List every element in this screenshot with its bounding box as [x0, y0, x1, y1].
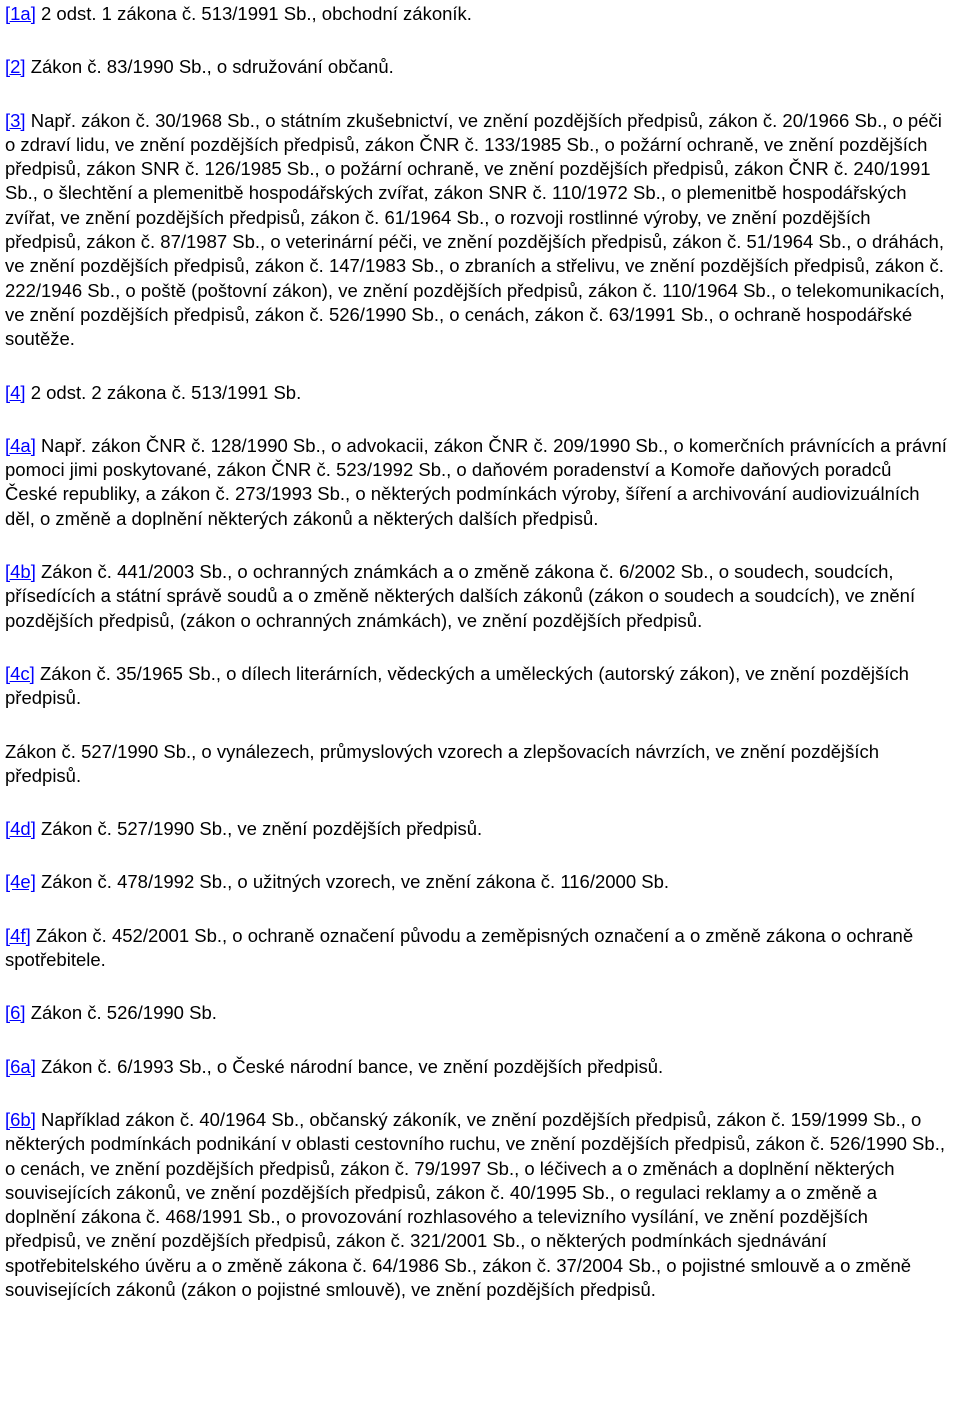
footnote-text: Zákon č. 527/1990 Sb., o vynálezech, průmyslových vzorech a zlepšovacích návrzích, ve znění pozdějších předpisů. — [5, 740, 880, 786]
footnote-ref-link[interactable]: [4b] — [5, 561, 36, 583]
footnote-text: Zákon č. 526/1990 Sb. — [30, 1002, 217, 1024]
footnote-ref-link[interactable]: [4f] — [5, 924, 31, 946]
footnote-6a — [5, 1055, 948, 1079]
footnote-4 — [5, 381, 948, 405]
footnote-ref-link[interactable]: [6] — [5, 1002, 26, 1024]
footnote-2 — [5, 55, 948, 79]
footnote-text: Zákon č. 6/1993 Sb., o České národní bance, ve znění pozdějších předpisů. — [41, 1055, 664, 1077]
footnote-ref-link[interactable]: [4c] — [5, 662, 35, 684]
footnote-text: Zákon č. 452/2001 Sb., o ochraně označení původu a zeměpisných označení a o změně zákona o ochraně spotřebitele. — [5, 924, 914, 971]
footnote-4b — [5, 560, 948, 633]
footnote-text: Zákon č. 527/1990 Sb., ve znění pozdějších předpisů. — [41, 818, 483, 840]
footnote-text: Například zákon č. 40/1964 Sb., občanský zákoník, ve znění pozdějších předpisů, zákon č. 159/1999 Sb., o některých podmínkách podnikání v oblasti cestovního ruchu, ve znění pozdějších předpisů, zákon č. 526/1990 Sb., o cenách, ve znění pozdějších předpisů, zákon č. 79/1997 Sb., o léčivech a o změnách a doplnění některých souvisejících zákonů, ve znění pozdějších předpisů, zákon č. 40/1995 Sb., o regulaci reklamy a o změně a doplnění zákona č. 468/1991 Sb., o provozování rozhlasového a televizního vysílání, ve znění pozdějších předpisů, ve znění pozdějších předpisů, zákon č. 321/2001 Sb., o některých podmínkách sjednávání spotřebitelského úvěru a o změně zákona č. 64/1986 Sb., zákon č. 37/2004 Sb., o pojistné smlouvě a o změně souvisejících zákonů (zákon o pojistné smlouvě), ve znění pozdějších předpisů. — [5, 1108, 945, 1300]
footnote-text: Např. zákon č. 30/1968 Sb., o státním zkušebnictví, ve znění pozdějších předpisů, zákon č. 20/1966 Sb., o péči o zdraví lidu, ve znění pozdějších předpisů, zákon ČNR č. 133/1985 Sb., o požární ochraně, ve znění pozdějších předpisů, zákon SNR č. 126/1985 Sb., o požární ochraně, ve znění pozdějších předpisů, zákon ČNR č. 240/1991 Sb., o šlechtění a plemenitbě hospodářských zvířat, zákon SNR č. 110/1972 Sb., o plemenitbě hospodářských zvířat, ve znění pozdějších předpisů, zákon č. 61/1964 Sb., o rozvoji rostlinné výroby, ve znění pozdějších předpisů, zákon č. 87/1987 Sb., o veterinární péči, ve znění pozdějších předpisů, zákon č. 51/1964 Sb., o dráhách, ve znění pozdějších předpisů, zákon č. 147/1983 Sb., o zbraních a střelivu, ve znění pozdějších předpisů, zákon č. 222/1946 Sb., o poště (poštovní zákon), ve znění pozdějších předpisů, zákon č. 110/1964 Sb., o telekomunikacích, ve znění pozdějších předpisů, zákon č. 526/1990 Sb., o cenách, zákon č. 63/1991 Sb., o ochraně hospodářské soutěže. — [5, 109, 945, 350]
footnote-ref-link[interactable]: [6a] — [5, 1055, 36, 1077]
footnote-ref-link[interactable]: [4] — [5, 381, 26, 403]
footnote-text: 2 odst. 1 zákona č. 513/1991 Sb., obchodní zákoník. — [41, 3, 472, 24]
footnote-ref-link[interactable]: [2] — [5, 56, 26, 78]
footnote-text: Zákon č. 83/1990 Sb., o sdružování občanů. — [30, 56, 394, 78]
footnote-ref-link[interactable]: [4d] — [5, 818, 36, 840]
footnote-6b — [5, 1108, 948, 1302]
footnote-text: Zákon č. 478/1992 Sb., o užitných vzorech, ve znění zákona č. 116/2000 Sb. — [41, 871, 670, 893]
footnote-text: Zákon č. 35/1965 Sb., o dílech literárních, vědeckých a uměleckých (autorský zákon), ve znění pozdějších předpisů. — [5, 662, 909, 709]
footnote-ref-link[interactable]: [6b] — [5, 1108, 36, 1130]
footnote-ref-link[interactable]: [4e] — [5, 871, 36, 893]
footnote-3 — [5, 109, 948, 352]
footnote-ref-link[interactable]: [1a] — [5, 3, 36, 24]
footnote-ref-link[interactable]: [3] — [5, 109, 26, 131]
footnote-text: Např. zákon ČNR č. 128/1990 Sb., o advokacii, zákon ČNR č. 209/1990 Sb., o komerčních právnících a právní pomoci jimi poskytované, zákon ČNR č. 523/1992 Sb., o daňovém poradenství a Komoře daňových poradců České republiky, a zákon č. 273/1993 Sb., o některých podmínkách výroby, šíření a archivování audiovizuálních děl, o změně a doplnění některých zákonů a některých dalších předpisů. — [5, 434, 947, 529]
footnote-4f — [5, 924, 948, 973]
footnote-1a — [5, 2, 948, 26]
footnote-4a — [5, 434, 948, 531]
footnote-4e — [5, 870, 948, 894]
footnote-6 — [5, 1001, 948, 1025]
footnote-ref-link[interactable]: [4a] — [5, 434, 36, 456]
footnote-4c — [5, 662, 948, 711]
footnote-text: 2 odst. 2 zákona č. 513/1991 Sb. — [30, 381, 302, 403]
footnote-4c-continued — [5, 740, 948, 789]
footnote-text: Zákon č. 441/2003 Sb., o ochranných známkách a o změně zákona č. 6/2002 Sb., o soudech, soudcích, přísedících a státní správě soudů a o změně některých dalších zákonů (zákon o soudech a soudcích), ve znění pozdějších předpisů, (zákon o ochranných známkách), ve znění pozdějších předpisů. — [5, 561, 916, 631]
footnote-4d — [5, 817, 948, 841]
